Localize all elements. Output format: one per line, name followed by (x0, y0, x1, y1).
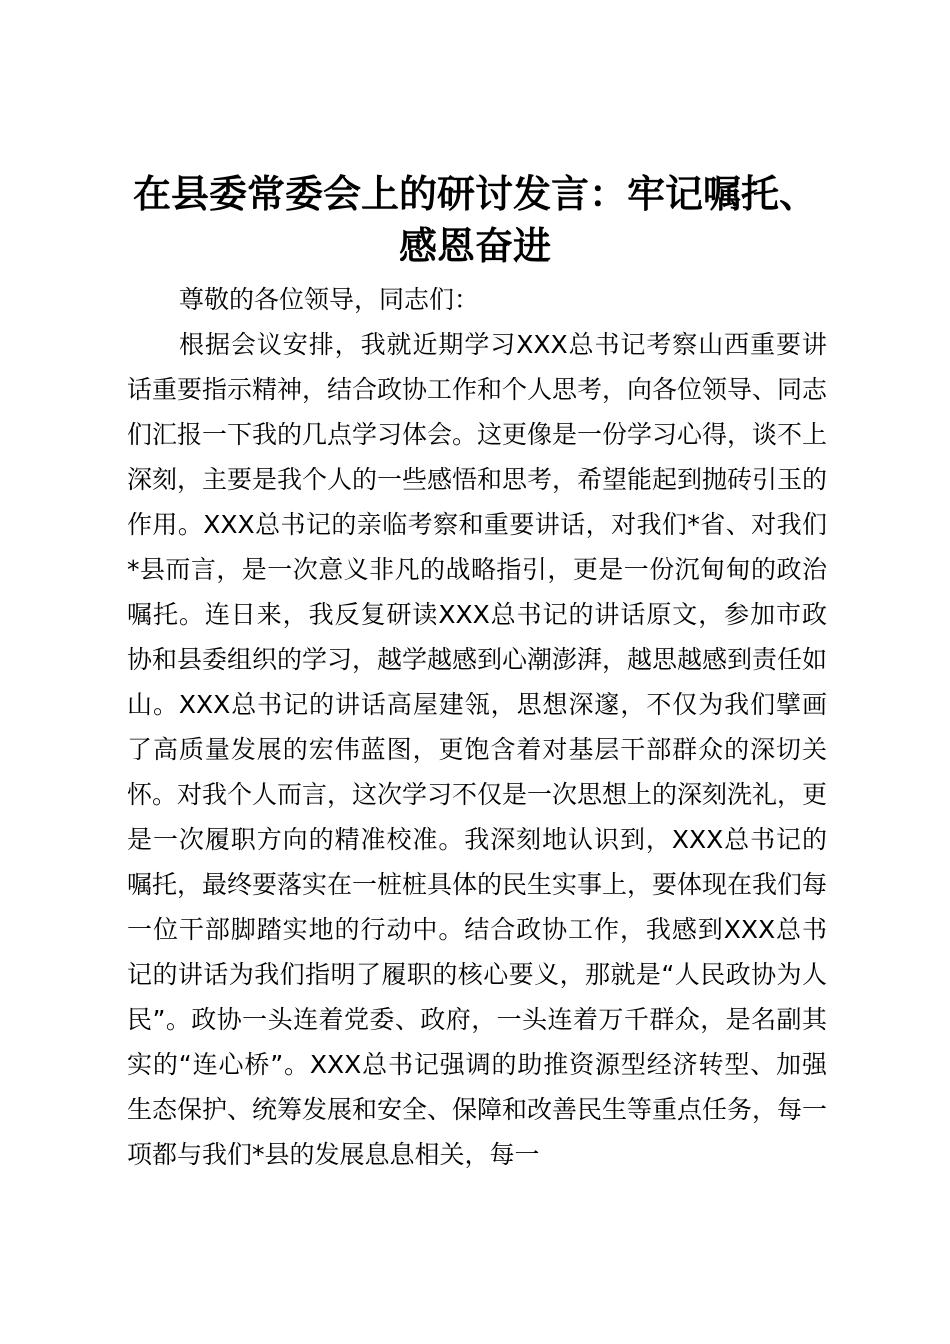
document-title: 在县委常委会上的研讨发言：牢记嘱托、感恩奋进 (132, 171, 817, 268)
document-body (127, 277, 827, 1177)
salutation: 尊敬的各位领导，同志们： (179, 285, 480, 314)
body-paragraph: 根据会议安排，我就近期学习XXX总书记考察山西重要讲话重要指示精神，结合政协工作和个人思考，向各位领导、同志们汇报一下我的几点学习体会。这更像是一份学习心得，谈不上深刻，主要是我个人的一些感悟和思考，希望能起到抛砖引玉的作用。XXX总书记的亲临考察和重要讲话，对我们*省、对我们*县而言，是一次意义非凡的战略指引，更是一份沉甸甸的政治嘱托。连日来，我反复研读XXX总书记的讲话原文，参加市政协和县委组织的学习，越学越感到心潮澎湃，越思越感到责任如山。XXX总书记的讲话高屋建瓴，思想深邃，不仅为我们擘画了高质量发展的宏伟蓝图，更饱含着对基层干部群众的深切关怀。对我个人而言，这次学习不仅是一次思想上的深刻洗礼，更是一次履职方向的精准校准。我深刻地认识到，XXX总书记的嘱托，最终要落实在一桩桩具体的民生实事上，要体现在我们每一位干部脚踏实地的行动中。结合政协工作，我感到XXX总书记的讲话为我们指明了履职的核心要义，那就是“人民政协为人民”。政协一头连着党委、政府，一头连着万千群众，是名副其实的“连心桥”。XXX总书记强调的助推资源型经济转型、加强生态保护、统筹发展和安全、保障和改善民生等重点任务，每一项都与我们*县的发展息息相关，每一 (127, 330, 828, 1169)
